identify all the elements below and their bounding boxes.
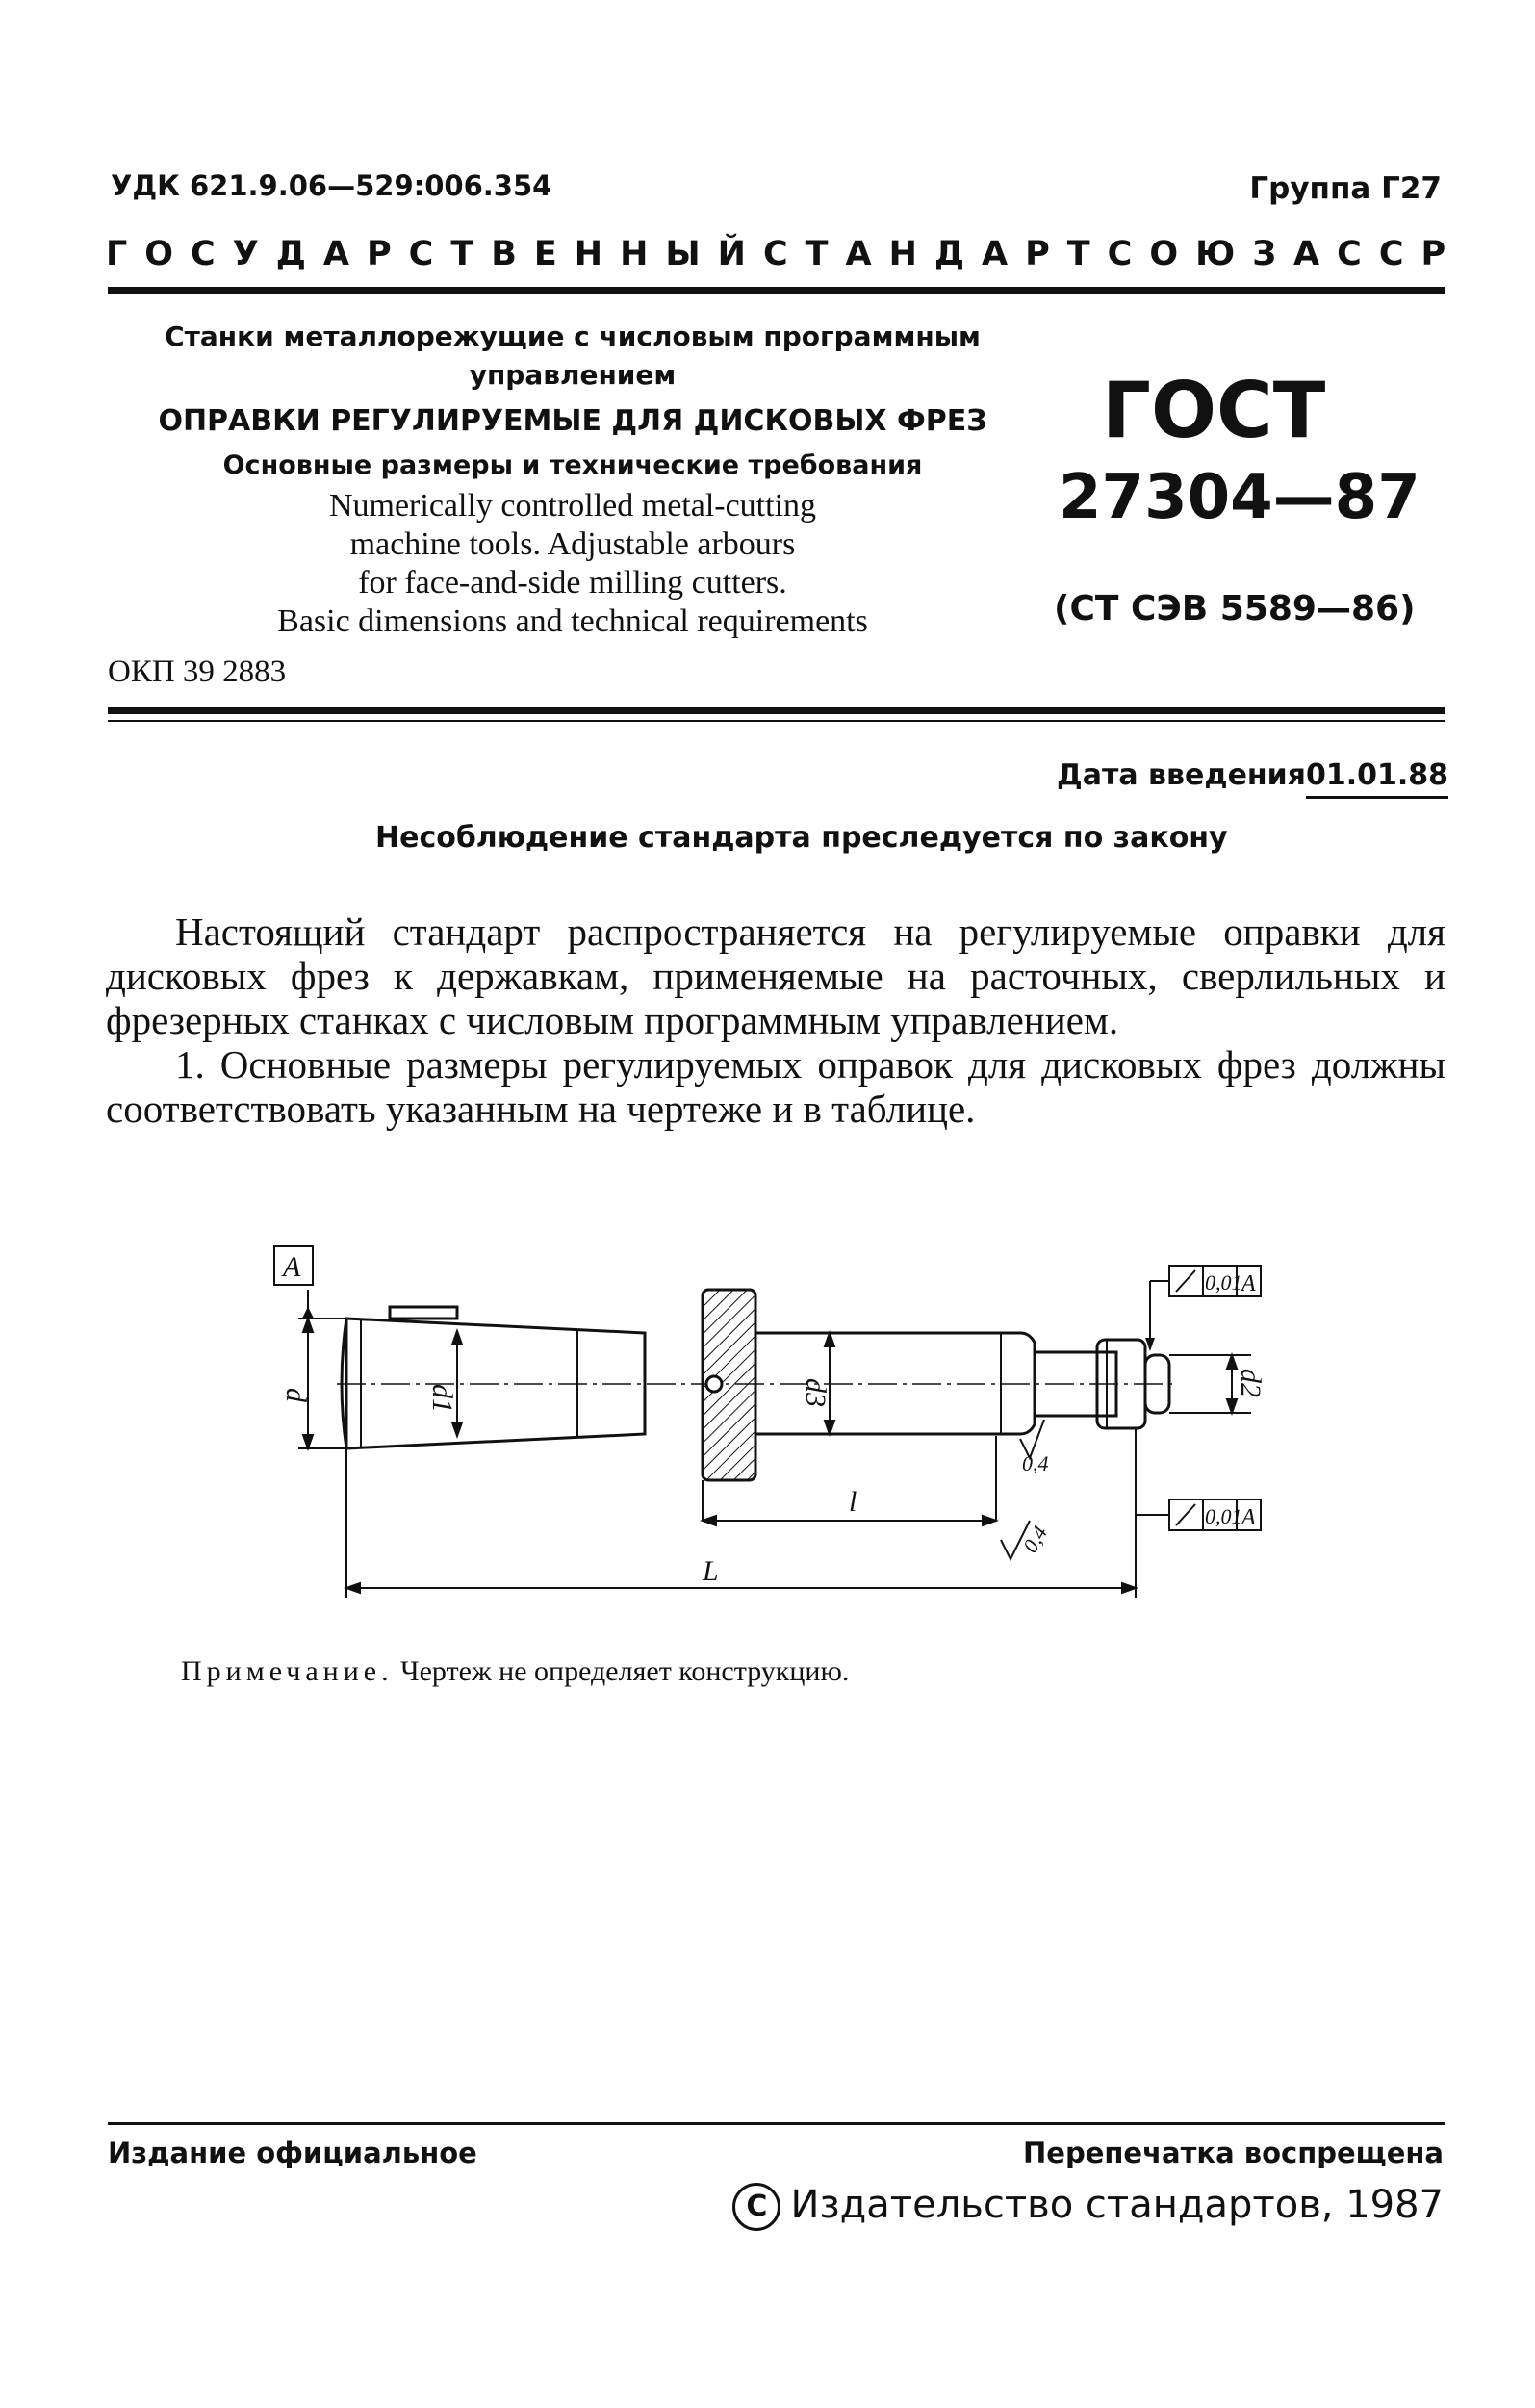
publisher-line (732, 2183, 1444, 2231)
standard-subtitle: Основные размеры и технические требования (222, 450, 923, 480)
gost-number: 27304—87 (1059, 462, 1420, 533)
state-standard-word: ГОСУДАРСТВЕННЫЙ (106, 235, 763, 273)
dim-d1-label: d1 (426, 1384, 458, 1413)
law-notice: Несоблюдение стандарта преследуется по закону (375, 821, 1228, 855)
paragraph-1: 1. Основные размеры регулируемых оправок для дисковых фрез должны соответствовать указанным на чертеже и в таблице. (106, 1042, 1445, 1131)
state-standard-word: СОЮЗА (1107, 235, 1338, 273)
category-line-1: Станки металлорежущие с числовым программным (165, 320, 981, 352)
header-thick-rule (108, 287, 1445, 294)
state-standard-word: СТАНДАРТ (762, 235, 1108, 273)
runout-datum-top: А (1241, 1271, 1256, 1296)
official-edition: Издание официальное (108, 2137, 477, 2169)
footer-rule (108, 2122, 1445, 2125)
title-thick-rule (108, 707, 1445, 714)
body-text (106, 909, 1445, 1131)
english-title-line-4: Basic dimensions and technical requirements (277, 603, 868, 639)
reprint-prohibited: Перепечатка воспрещена (1023, 2137, 1444, 2169)
english-title-line-3: for face-and-side milling cutters. (358, 565, 787, 601)
datum-label: А (283, 1251, 301, 1283)
state-standard-word: ССР (1337, 235, 1464, 273)
publisher-name: Издательство стандартов, 1987 (790, 2183, 1444, 2227)
dim-d3-label: d3 (800, 1378, 831, 1407)
note-text: Чертеж не определяет конструкцию. (400, 1655, 850, 1687)
roughness-2: 0,4 (1017, 1522, 1053, 1557)
key-slot (390, 1307, 457, 1319)
roughness-1: 0,4 (1022, 1451, 1049, 1475)
english-title-line-2: machine tools. Adjustable arbours (349, 526, 796, 562)
arbour-drawing (260, 1232, 1328, 1636)
effective-date-label: Дата введения (1057, 758, 1306, 792)
drawing-note (181, 1655, 849, 1688)
state-standard-heading (106, 235, 1464, 273)
gost-label: ГОСТ (1102, 366, 1326, 455)
dim-l-label: l (849, 1486, 857, 1518)
dim-d2-label: d2 (1235, 1369, 1266, 1397)
effective-date-value: 01.01.88 (1306, 758, 1448, 799)
runout-tolerance-bottom: 0,01 (1205, 1504, 1242, 1528)
runout-datum-bottom: А (1241, 1505, 1256, 1530)
copyright-icon: C (732, 2183, 780, 2231)
standard-name: ОПРАВКИ РЕГУЛИРУЕМЫЕ ДЛЯ ДИСКОВЫХ ФРЕЗ (158, 404, 987, 438)
udk-code: УДК 621.9.06—529:006.354 (111, 169, 552, 202)
cmea-standard: (СТ СЭВ 5589—86) (1054, 589, 1416, 628)
nut-pin (706, 1376, 722, 1392)
runout-tolerance-top: 0,01 (1205, 1270, 1242, 1294)
okp-code: ОКП 39 2883 (108, 654, 287, 689)
dim-d-label: d (280, 1388, 312, 1402)
note-label: Примечание. (181, 1655, 394, 1687)
group-code: Группа Г27 (1249, 171, 1442, 206)
title-block (125, 318, 1020, 639)
category-line-2: управлением (469, 359, 677, 391)
title-thin-rule (108, 720, 1445, 722)
paragraph-scope: Настоящий стандарт распространяется на регулируемые оправки для дисковых фрез к державкам, применяемые на расточных, сверлильных и фрезерных станках с числовым программным управлением. (106, 909, 1445, 1042)
dim-L-label: L (703, 1555, 719, 1587)
english-title-line-1: Numerically controlled metal-cutting (328, 488, 817, 524)
